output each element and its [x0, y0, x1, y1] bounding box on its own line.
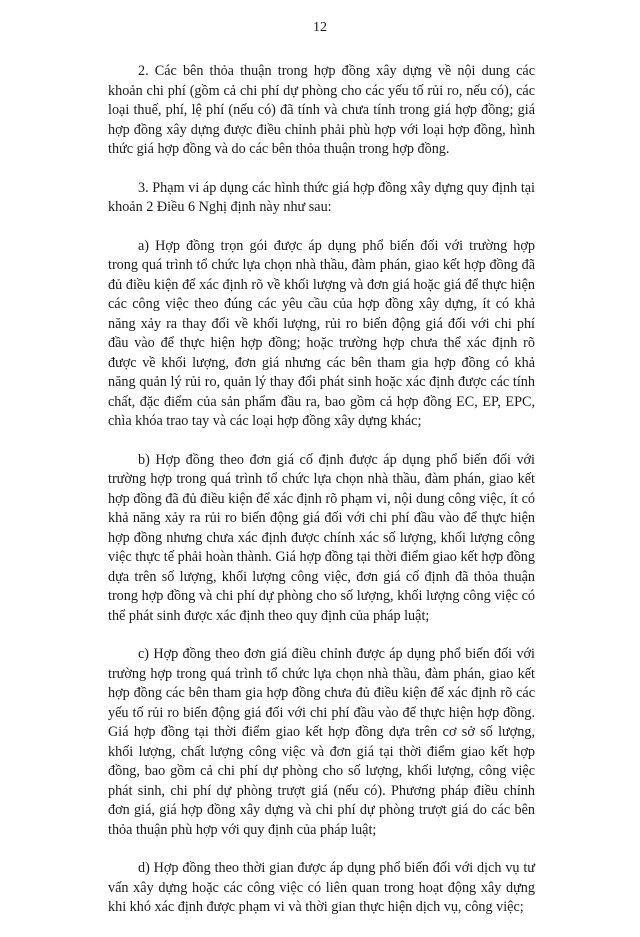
paragraph-clause-2: 2. Các bên thỏa thuận trong hợp đồng xây dựng về nội dung các khoản chi phí (gồm cả chi phí dự phòng cho các yếu tố rủi ro, nếu có), các loại thuế, phí, lệ phí (nếu có) đã tính và chưa tính trong giá hợp đồng; giá hợp đồng xây dựng được điều chỉnh phải phù hợp với loại hợp đồng, hình thức giá hợp đồng và do các bên thỏa thuận trong hợp đồng.	[108, 63, 535, 157]
paragraph-clause-3c: c) Hợp đồng theo đơn giá điều chỉnh được áp dụng phổ biến đối với trường hợp trong quá trình tổ chức lựa chọn nhà thầu, đàm phán, giao kết hợp đồng các bên tham gia hợp đồng chưa đủ điều kiện để xác định rõ các yếu tố rủi ro biến động giá đối với chi phí đầu vào để thực hiện hợp đồng. Giá hợp đồng tại thời điểm giao kết hợp đồng dựa trên cơ sở số lượng, khối lượng, chất lượng công việc và đơn giá tại thời điểm giao kết hợp đồng, bao gồm cả chi phí dự phòng cho số lượng, khối lượng, công việc phát sinh, chi phí dự phòng trượt giá (nếu có). Phương pháp điều chỉnh đơn giá, giá hợp đồng xây dựng và chi phí dự phòng trượt giá do các bên thỏa thuận phù hợp với quy định của pháp luật;	[108, 646, 535, 838]
document-body	[108, 62, 535, 937]
paragraph-clause-3b: b) Hợp đồng theo đơn giá cố định được áp dụng phổ biến đối với trường hợp trong quá trình tổ chức lựa chọn nhà thầu, đàm phán, giao kết hợp đồng đã đủ điều kiện để xác định rõ phạm vi, nội dung công việc, ít có khả năng xảy ra rủi ro biến động giá đối với chi phí đầu vào để thực hiện hợp đồng nhưng chưa xác định được chính xác số lượng, khối lượng công việc thực tế phải hoàn thành. Giá hợp đồng tại thời điểm giao kết hợp đồng dựa trên số lượng, khối lượng công việc, đơn giá cố định đã thỏa thuận trong hợp đồng và chi phí dự phòng cho số lượng, khối lượng công việc có thể phát sinh được xác định theo quy định của pháp luật;	[108, 451, 535, 624]
paragraph-clause-3d: d) Hợp đồng theo thời gian được áp dụng phổ biến đối với dịch vụ tư vấn xây dựng hoặc các công việc có liên quan trong hoạt động xây dựng khi khó xác định được phạm vi và thời gian thực hiện dịch vụ, công việc;	[108, 860, 535, 915]
paragraph-clause-3a: a) Hợp đồng trọn gói được áp dụng phổ biến đối với trường hợp trong quá trình tổ chức lựa chọn nhà thầu, đàm phán, giao kết hợp đồng đã đủ điều kiện để xác định rõ về khối lượng và đơn giá hoặc giá để thực hiện các công việc theo đúng các yêu cầu của hợp đồng xây dựng, ít có khả năng xảy ra thay đổi về khối lượng, rủi ro biến động giá đối với chi phí đầu vào để thực hiện hợp đồng; hoặc trường hợp chưa thể xác định rõ được về khối lượng, đơn giá nhưng các bên tham gia hợp đồng có khả năng quản lý rủi ro, quản lý thay đổi phát sinh hoặc xác định được các tính chất, đặc điểm của sản phẩm đầu ra, bao gồm cả hợp đồng EC, EP, EPC, chìa khóa trao tay và các loại hợp đồng xây dựng khác;	[108, 237, 535, 429]
paragraph-clause-3: 3. Phạm vi áp dụng các hình thức giá hợp đồng xây dựng quy định tại khoản 2 Điều 6 Nghị định này như sau:	[108, 179, 535, 215]
page-number: 12	[313, 20, 327, 35]
